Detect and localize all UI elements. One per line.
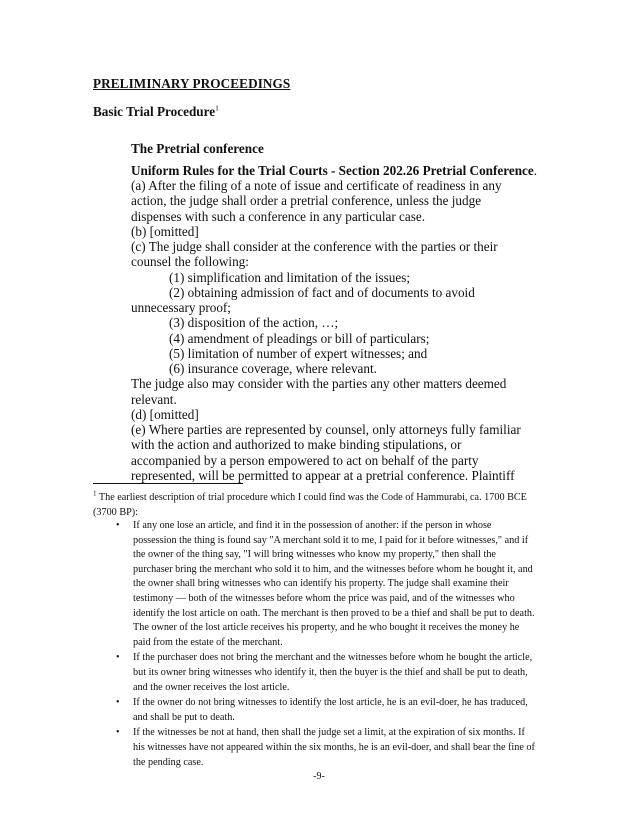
rule-body-line: The judge also may consider with the parties any other matters deemed	[131, 376, 507, 392]
rule-body-line: (b) [omitted]	[131, 223, 199, 239]
rule-body-line: (1) simplification and limitation of the issues;	[169, 269, 411, 285]
rule-title	[131, 163, 537, 179]
rule-body-line: (5) limitation of number of expert witnesses; and	[169, 345, 428, 361]
rule-body-line: (2) obtaining admission of fact and of documents to avoid	[169, 284, 475, 300]
footnote-item-line: paid from the estate of the merchant.	[133, 636, 283, 648]
footnote-list-item	[93, 651, 548, 695]
footnote-list-item	[93, 726, 548, 770]
bullet-icon: •	[116, 697, 120, 709]
footnote-item-line: and shall be put to death.	[133, 711, 235, 723]
rule-body-line: counsel the following:	[131, 254, 249, 270]
rule-body-line: unnecessary proof;	[131, 300, 231, 315]
bullet-icon: •	[116, 652, 120, 664]
subsection-title: The Pretrial conference	[131, 141, 264, 156]
rule-body-line: (c) The judge shall consider at the conference with the parties or their	[131, 239, 498, 254]
footnote-intro	[93, 490, 548, 520]
footnote-list-item	[93, 519, 548, 650]
rule-body-line: with the action and authorized to make binding stipulations, or	[131, 437, 462, 453]
footnote-list-item	[93, 696, 548, 725]
page-heading: PRELIMINARY PROCEEDINGS	[93, 76, 291, 91]
footnote-intro-line-1: The earliest description of trial procedure which I could find was the Code of Hammurabi, ca. 1700 BCE	[98, 492, 527, 503]
rule-body-line: (6) insurance coverage, where relevant.	[169, 361, 377, 376]
section-heading	[93, 104, 219, 120]
footnote-item-line: the owner shall bring witnesses who can identify his property. The judge shall examine their	[133, 578, 509, 590]
rule-body-line: relevant.	[131, 391, 177, 407]
footnote-item-line: If any one lose an article, and find it in the possession of another: if the person in whose	[133, 520, 492, 531]
bullet-icon: •	[116, 727, 120, 739]
footnote-number: 1	[93, 489, 97, 498]
footnote-separator	[93, 483, 243, 484]
footnote-item-line: and the owner receives the lost article.	[133, 681, 290, 693]
footnote-item-line: testimony — both of the witnesses before whom the price was paid, and of the witnesses who	[133, 592, 515, 604]
rule-body-line: represented, will be permitted to appear at a pretrial conference. Plaintiff	[131, 467, 515, 483]
section-heading-text: Basic Trial Procedure	[93, 104, 216, 119]
rule-body-line: dispenses with such a conference in any particular case.	[131, 208, 426, 224]
footnote-item-line: the owner of the thing say, "I will bring witnesses who know my property," then shall the	[133, 549, 496, 561]
page-number: -9-	[313, 771, 325, 782]
rule-body	[131, 178, 551, 483]
rule-body-line: (3) disposition of the action, …;	[169, 315, 339, 331]
bullet-icon: •	[116, 520, 120, 531]
footnote-list	[93, 519, 548, 771]
footnote-item-line: the pending case.	[133, 756, 204, 768]
footnote-item-line: If the witnesses be not at hand, then shall the judge set a limit, at the expiration of six months. If	[133, 727, 525, 739]
footnote-reference[interactable]: 1	[215, 103, 219, 113]
footnote-item-line: identify the lost article on oath. The merchant is then proved to be a thief and shall be put to death.	[133, 607, 535, 619]
rule-title-text: Uniform Rules for the Trial Courts - Section 202.26 Pretrial Conference	[131, 163, 534, 178]
footnote-item-line: If the owner do not bring witnesses to identify the lost article, he is an evil-doer, he has traduced,	[133, 697, 528, 709]
rule-title-period: .	[533, 163, 538, 178]
footnote-intro-line-2: (3700 BP):	[93, 507, 138, 518]
rule-body-line: (e) Where parties are represented by counsel, only attorneys fully familiar	[131, 422, 521, 437]
footnote-item-line: possession the thing is found say "A merchant sold it to me, I paid for it before witnesses," and if	[133, 534, 529, 546]
rule-body-line: (d) [omitted]	[131, 406, 199, 422]
rule-body-line: accompanied by a person empowered to act on behalf of the party	[131, 452, 479, 468]
footnote-item-line: If the purchaser does not bring the merchant and the witnesses before whom he bought the article,	[133, 652, 533, 664]
rule-body-line: action, the judge shall order a pretrial conference, unless the judge	[131, 193, 482, 209]
footnote-item-line: but its owner bring witnesses who identify it, then the buyer is the thief and shall be put to death,	[133, 666, 528, 678]
footnote-item-line: purchaser bring the merchant who sold it to him, and the witnesses before whom he bought it, and	[133, 563, 533, 575]
rule-body-line: (4) amendment of pleadings or bill of particulars;	[169, 330, 430, 346]
rule-body-line: (a) After the filing of a note of issue and certificate of readiness in any	[131, 178, 502, 193]
footnote-item-line: The owner of the lost article receives his property, and he who bought it receives the money he	[133, 622, 520, 634]
footnote-item-line: his witnesses have not appeared within the six months, he is an evil-doer, and shall bear the fine of	[133, 741, 535, 753]
